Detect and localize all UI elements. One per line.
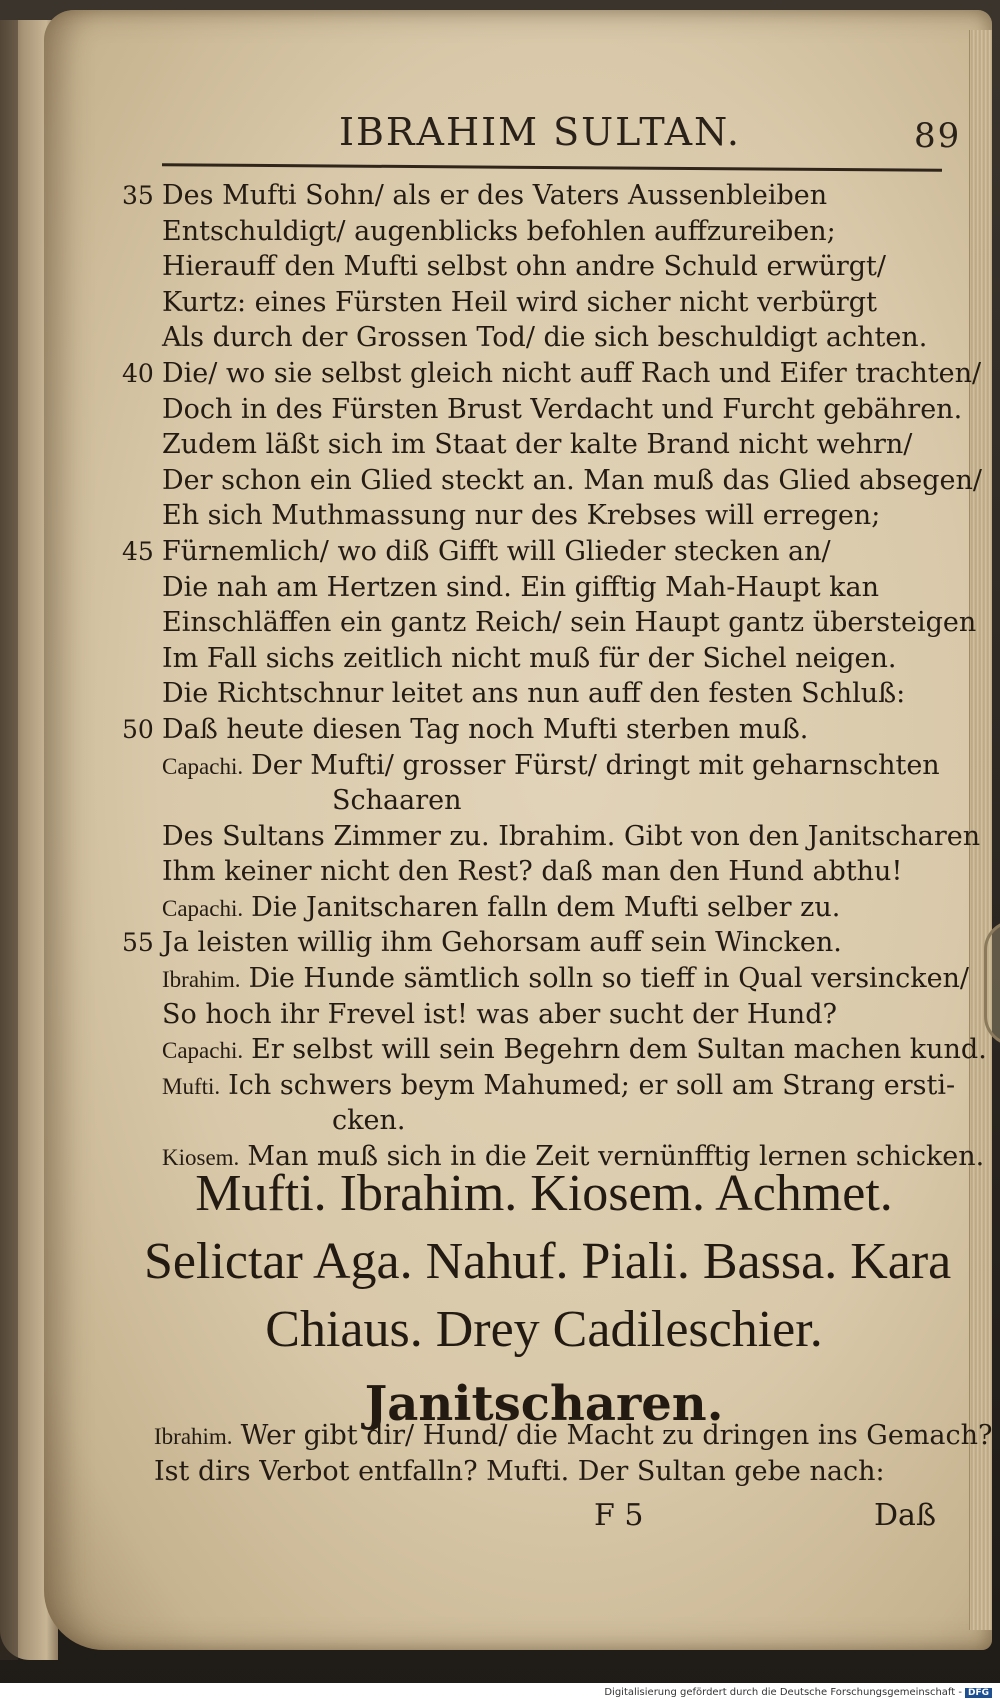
line-text: Daß heute diesen Tag noch Mufti sterben muß. — [162, 713, 809, 745]
line-text: Ist dirs Verbot entfalln? Mufti. Der Sultan gebe nach: — [154, 1455, 885, 1487]
verse-line — [122, 427, 962, 463]
verse-line — [122, 534, 962, 570]
verse-line — [122, 641, 962, 677]
speaker-name: Capachi. — [162, 895, 244, 921]
line-text: Einschläffen ein gantz Reich/ sein Haupt gantz übersteigen — [162, 607, 977, 639]
credit-line — [604, 1687, 992, 1698]
line-text: Zudem läßt sich im Staat der kalte Brand nicht wehrn/ — [162, 429, 913, 461]
line-content — [162, 890, 840, 927]
line-text: Ja leisten willig ihm Gehorsam auff sein Wincken. — [162, 927, 842, 959]
line-text: Die/ wo sie selbst gleich nicht auff Rach und Eifer trachten/ — [162, 357, 982, 389]
speaker-name: Kiosem. — [162, 1145, 240, 1171]
line-text: Wer gibt dir/ Hund/ die Macht zu dringen ins Gemach? — [240, 1420, 993, 1451]
line-text: Eh sich Muthmassung nur des Krebses will erregen; — [162, 500, 881, 532]
line-text: Fürnemlich/ wo diß Gifft will Glieder stecken an/ — [162, 535, 831, 567]
verse-text — [122, 178, 987, 1175]
cast-line: Mufti. Ibrahim. Kiosem. Achmet. — [195, 1165, 893, 1222]
line-text: Im Fall sichs zeitlich nicht muß für der Sichel neigen. — [162, 642, 897, 674]
line-text: Die Janitscharen falln dem Mufti selber zu. — [251, 891, 841, 923]
signature-mark: F 5 — [594, 1498, 644, 1533]
line-number: 55 — [122, 928, 154, 958]
line-text: Hierauff den Mufti selbst ohn andre Schuld erwürgt/ — [162, 251, 886, 283]
line-content — [162, 961, 969, 998]
speaker-name: Capachi. — [162, 1038, 244, 1064]
line-number: 40 — [122, 358, 154, 388]
verse-line — [122, 961, 970, 997]
verse-line — [122, 1032, 987, 1068]
verse-line — [122, 498, 962, 534]
lower-verse-text — [154, 1418, 993, 1489]
binding-shadow — [0, 20, 18, 1660]
verse-line — [122, 320, 962, 356]
page-footer — [154, 1498, 954, 1538]
credit-text: Digitalisierung gefördert durch die Deutsche Forschungsgemeinschaft - — [604, 1687, 962, 1698]
verse-line — [122, 819, 981, 855]
verse-line — [122, 392, 962, 428]
verse-line — [122, 1103, 962, 1139]
line-text: Als durch der Grossen Tod/ die sich beschuldigt achten. — [162, 322, 928, 354]
line-text: Ihm keiner nicht den Rest? daß man den Hund abthu! — [162, 856, 903, 888]
line-content — [162, 712, 808, 748]
line-content — [162, 1068, 955, 1105]
line-content — [162, 214, 836, 250]
verse-line — [122, 214, 962, 250]
verse-line — [122, 748, 962, 784]
line-text: Die Richtschnur leitet ans nun auff den festen Schluß: — [162, 678, 906, 710]
verse-line — [122, 1068, 962, 1104]
line-text: Kurtz: eines Fürsten Heil wird sicher nicht verbürgt — [162, 286, 877, 318]
speaker-name: Capachi. — [162, 753, 244, 779]
verse-line — [122, 570, 962, 606]
cast-line: Chiaus. Drey Cadileschier. — [265, 1301, 823, 1358]
verse-line — [122, 463, 983, 499]
line-text: Des Sultans Zimmer zu. Ibrahim. Gibt von den Janitscharen — [162, 820, 981, 852]
book-page — [44, 10, 992, 1650]
cast-list — [144, 1160, 952, 1444]
page-number: 89 — [914, 116, 962, 156]
catchword: Daß — [874, 1498, 936, 1533]
verse-line — [122, 605, 977, 641]
verse-line — [122, 783, 962, 819]
line-number: 45 — [122, 536, 154, 566]
running-title: IBRAHIM SULTAN. — [339, 110, 741, 154]
line-content — [162, 997, 837, 1033]
line-text: Er selbst will sein Begehrn dem Sultan machen kund. — [251, 1034, 987, 1066]
line-content — [162, 427, 912, 463]
line-text: Schaaren — [332, 785, 462, 817]
line-content — [154, 1418, 993, 1455]
page-clip — [984, 920, 1000, 1046]
line-text: Man muß sich in die Zeit vernünfftig lernen schicken. — [247, 1141, 985, 1173]
line-content — [162, 819, 980, 855]
line-text: Ich schwers beym Mahumed; er soll am Strang ersti- — [228, 1069, 956, 1101]
line-text: So hoch ihr Frevel ist! was aber sucht der Hund? — [162, 998, 837, 1030]
verse-line — [154, 1454, 954, 1490]
line-content — [162, 1032, 987, 1069]
line-text: Die nah am Hertzen sind. Ein gifftig Mah-Haupt kan — [162, 571, 879, 603]
line-content — [162, 392, 962, 428]
cast-line: Janitscharen. — [364, 1376, 724, 1432]
line-text: Doch in des Fürsten Brust Verdacht und Furcht gebähren. — [162, 393, 963, 425]
line-content — [162, 534, 831, 570]
line-content — [332, 1103, 405, 1139]
speaker-name: Mufti. — [162, 1073, 221, 1099]
verse-line — [122, 925, 962, 961]
speaker-name: Ibrahim. — [162, 967, 241, 993]
verse-line — [122, 890, 962, 926]
speaker-name: Ibrahim. — [154, 1424, 233, 1449]
verse-line — [122, 854, 962, 890]
line-text: Der schon ein Glied steckt an. Man muß das Glied absegen/ — [162, 464, 983, 496]
verse-line — [154, 1418, 993, 1454]
line-content — [162, 605, 976, 641]
line-text: Des Mufti Sohn/ als er des Vaters Aussenbleiben — [162, 180, 828, 211]
line-content — [162, 463, 982, 499]
line-content — [162, 676, 905, 712]
line-content — [162, 854, 902, 890]
verse-line — [122, 676, 962, 712]
line-content — [162, 320, 927, 356]
line-content — [162, 748, 940, 785]
line-number: 35 — [122, 181, 154, 210]
line-content — [154, 1454, 885, 1490]
verse-line — [122, 285, 962, 321]
verse-line — [122, 997, 962, 1033]
line-content — [162, 249, 886, 285]
cast-line: Selictar Aga. Nahuf. Piali. Bassa. Kara — [144, 1233, 952, 1290]
head-rule — [162, 163, 942, 171]
verse-line — [122, 356, 982, 392]
verse-line — [122, 249, 962, 285]
line-content — [162, 570, 879, 606]
line-content — [162, 498, 880, 534]
line-content — [162, 641, 896, 677]
line-content — [162, 925, 842, 961]
line-number: 50 — [122, 714, 154, 744]
line-content — [162, 178, 827, 214]
line-text: Der Mufti/ grosser Fürst/ dringt mit geharnschten — [251, 749, 940, 781]
line-content — [162, 356, 981, 392]
dfg-logo: DFG — [965, 1688, 992, 1698]
line-text: Entschuldigt/ augenblicks befohlen auffzureiben; — [162, 215, 836, 247]
verse-line — [122, 712, 962, 748]
verse-line — [122, 178, 962, 214]
line-content — [332, 783, 461, 819]
line-text: cken. — [332, 1105, 406, 1137]
line-content — [162, 285, 877, 321]
line-text: Die Hunde sämtlich solln so tieff in Qual versincken/ — [248, 963, 970, 995]
